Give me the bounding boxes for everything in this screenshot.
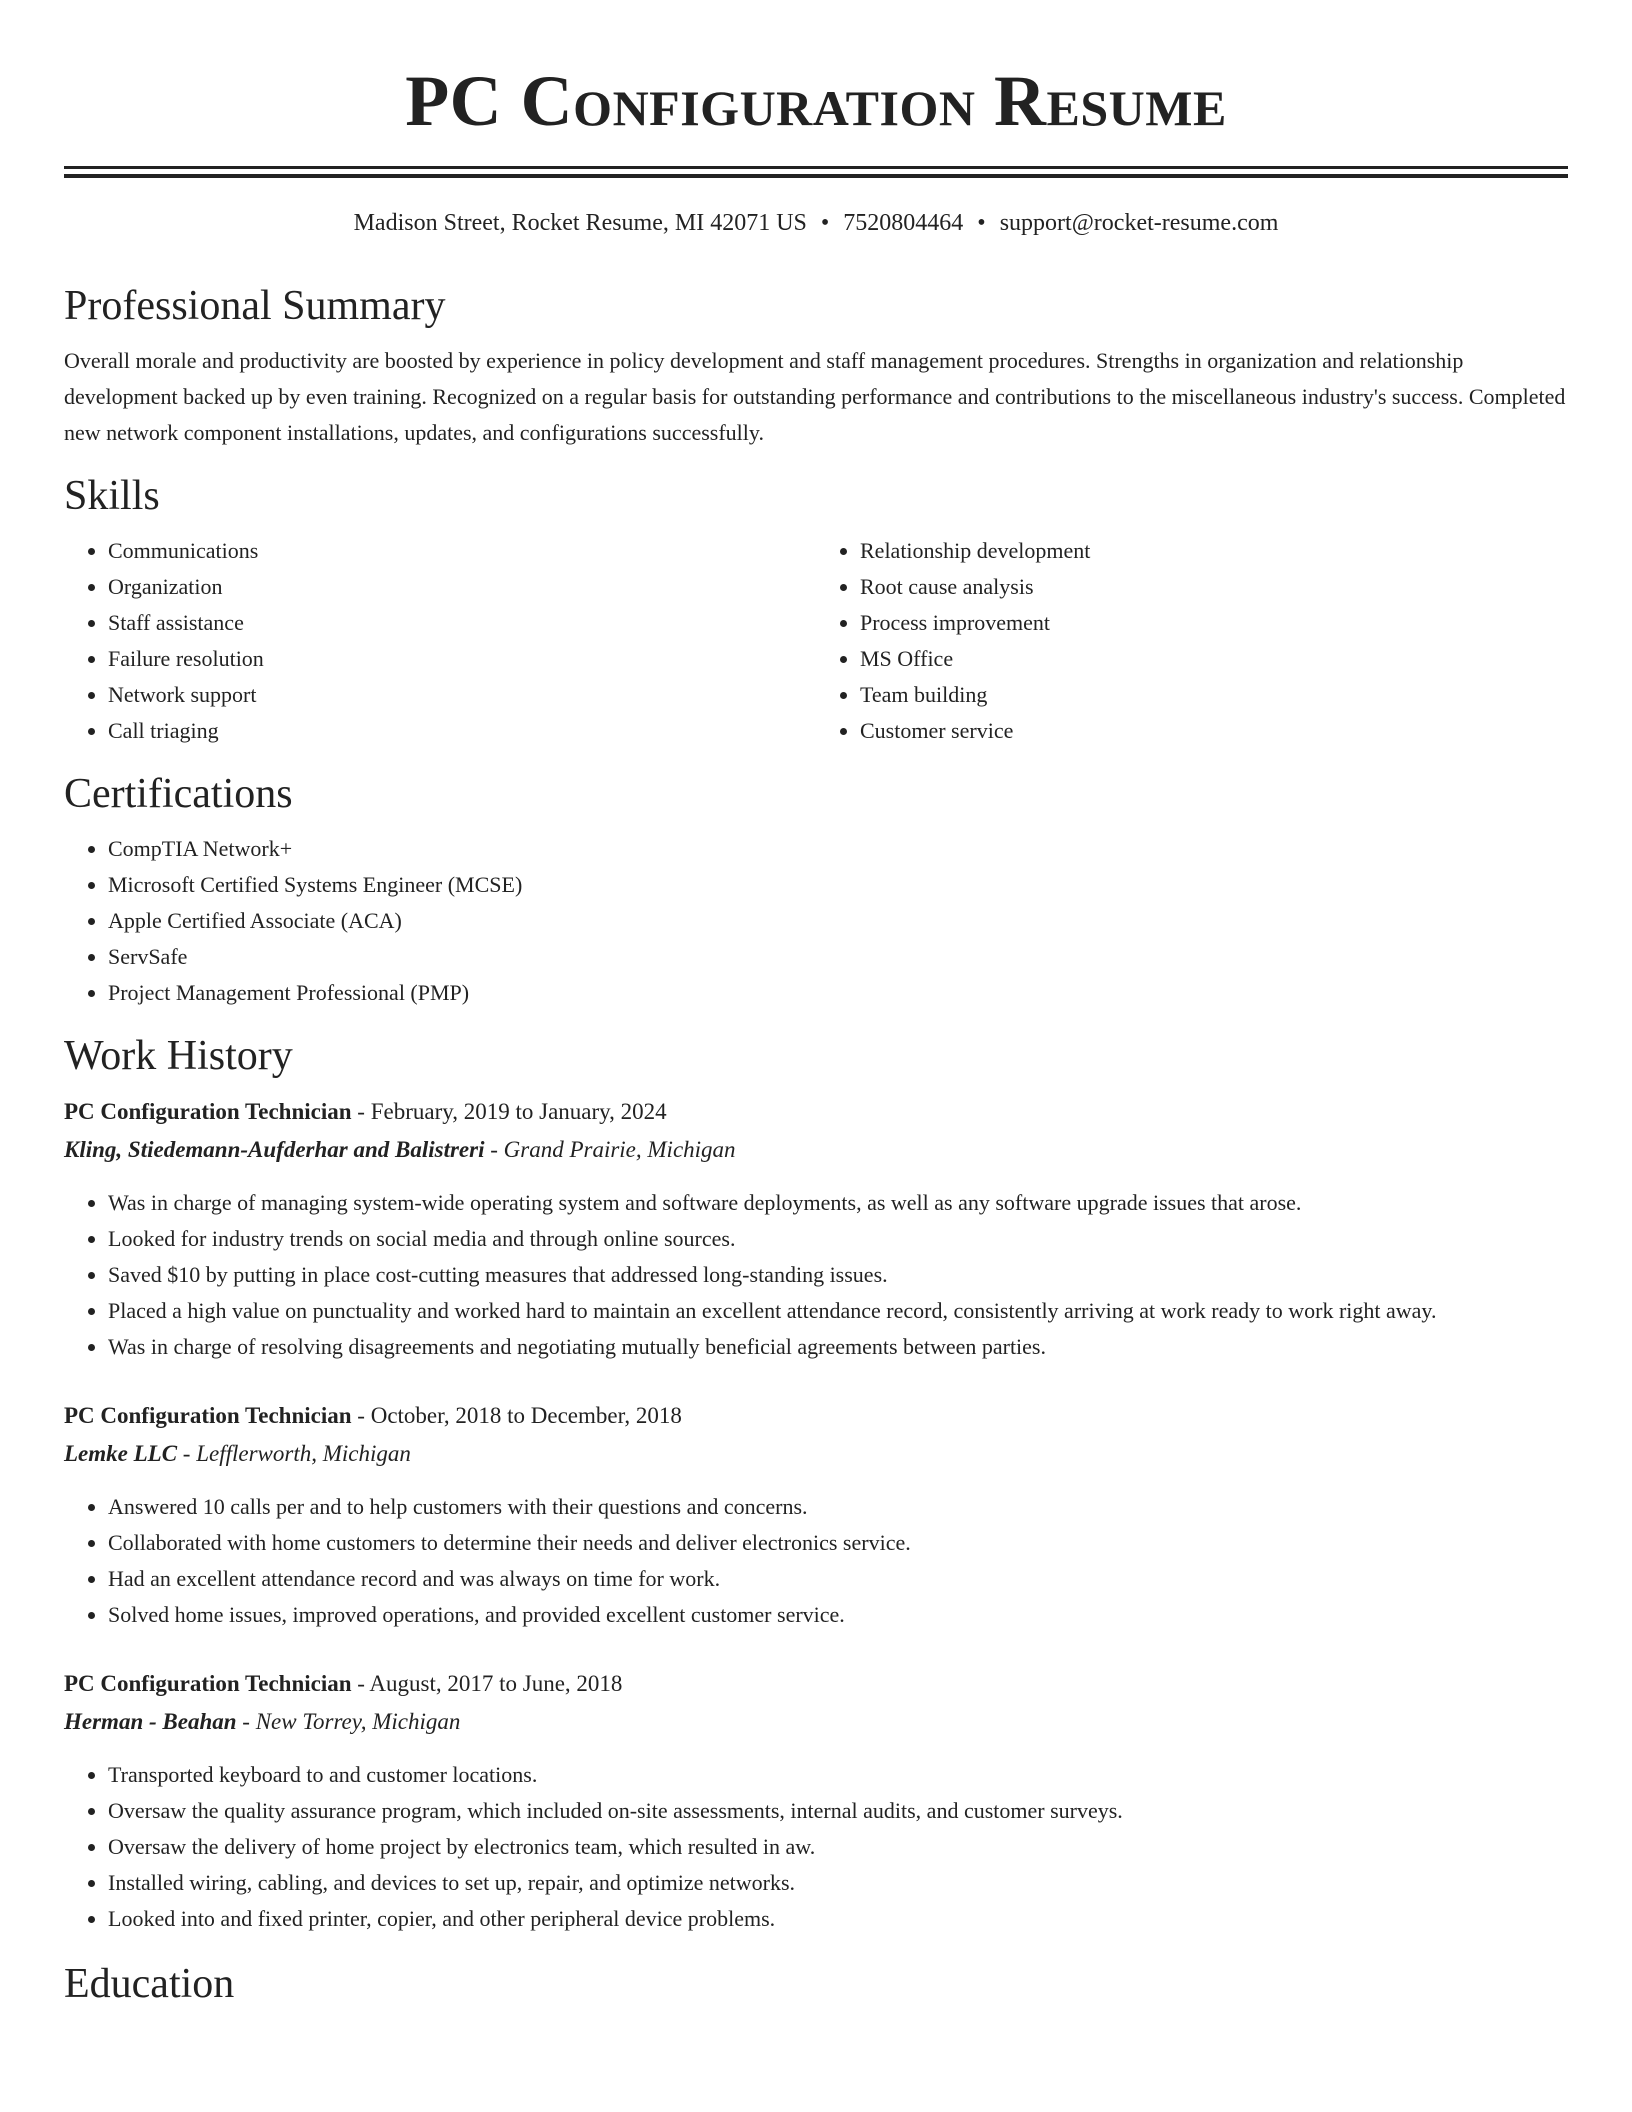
job-bullets — [64, 1185, 1568, 1365]
job-dates: - February, 2019 to January, 2024 — [351, 1099, 667, 1124]
skill-item: • Customer service — [860, 713, 1568, 749]
job-entry — [64, 1665, 1568, 1937]
job-company: Kling, Stiedemann-Aufderhar and Balistreri — [64, 1137, 485, 1162]
job-title-line — [64, 1665, 1568, 1703]
skill-item: • Team building — [860, 677, 1568, 713]
contact-separator: • — [820, 210, 830, 236]
job-bullet: • Saved $10 by putting in place cost-cutting measures that addressed long-standing issues. — [108, 1257, 1568, 1293]
skill-item: • Staff assistance — [108, 605, 816, 641]
job-bullet: • Looked for industry trends on social media and through online sources. — [108, 1221, 1568, 1257]
job-dates: - August, 2017 to June, 2018 — [351, 1671, 623, 1696]
job-role: PC Configuration Technician — [64, 1099, 352, 1124]
job-company-line — [64, 1703, 1568, 1741]
job-title-line — [64, 1093, 1568, 1131]
job-title-line — [64, 1397, 1568, 1435]
skill-item: • Failure resolution — [108, 641, 816, 677]
job-bullet: • Collaborated with home customers to determine their needs and deliver electronics service. — [108, 1525, 1568, 1561]
job-bullet: • Was in charge of resolving disagreements and negotiating mutually beneficial agreements between parties. — [108, 1329, 1568, 1365]
summary-text: Overall morale and productivity are boosted by experience in policy development and staff management procedures. Strengths in organization and relationship development backed up by even training. Recognized on a regular basis for outstanding performance and contributions to the miscellaneous industry's success. Completed new network component installations, updates, and configurations successfully. — [64, 348, 1566, 445]
title-divider-top — [64, 166, 1568, 169]
job-company-line — [64, 1435, 1568, 1473]
job-bullets — [64, 1757, 1568, 1937]
job-location: - Lefflerworth, Michigan — [177, 1441, 411, 1466]
skill-item: • Call triaging — [108, 713, 816, 749]
certification-item: • Microsoft Certified Systems Engineer (MCSE) — [108, 867, 1568, 903]
summary-heading: Professional Summary — [64, 283, 446, 329]
job-bullet: • Installed wiring, cabling, and devices to set up, repair, and optimize networks. — [108, 1865, 1568, 1901]
skills-column-left — [64, 533, 816, 749]
job-bullet: • Looked into and fixed printer, copier, and other peripheral device problems. — [108, 1901, 1568, 1937]
job-bullet: • Transported keyboard to and customer locations. — [108, 1757, 1568, 1793]
contact-email: support@rocket-resume.com — [999, 210, 1279, 236]
job-bullet: • Answered 10 calls per and to help customers with their questions and concerns. — [108, 1489, 1568, 1525]
skills-column-right — [816, 533, 1568, 749]
job-bullet: • Oversaw the quality assurance program, which included on-site assessments, internal audits, and customer surveys. — [108, 1793, 1568, 1829]
job-bullets — [64, 1489, 1568, 1633]
certification-item: • Project Management Professional (PMP) — [108, 975, 1568, 1011]
skill-item: • MS Office — [860, 641, 1568, 677]
contact-address: Madison Street, Rocket Resume, MI 42071 US — [353, 210, 807, 236]
certifications-heading: Certifications — [64, 771, 293, 817]
certification-item: • ServSafe — [108, 939, 1568, 975]
skills-list — [64, 533, 1568, 749]
job-bullet: • Placed a high value on punctuality and worked hard to maintain an excellent attendance record, consistently arriving at work ready to work right away. — [108, 1293, 1568, 1329]
work-history-heading: Work History — [64, 1033, 293, 1079]
job-entry — [64, 1397, 1568, 1633]
skill-item: • Communications — [108, 533, 816, 569]
certifications-list — [64, 831, 1568, 1011]
job-role: PC Configuration Technician — [64, 1671, 352, 1696]
job-company-line — [64, 1131, 1568, 1169]
title-divider-bottom — [64, 174, 1568, 178]
job-bullet: • Solved home issues, improved operations, and provided excellent customer service. — [108, 1597, 1568, 1633]
job-role: PC Configuration Technician — [64, 1403, 352, 1428]
skill-item: • Network support — [108, 677, 816, 713]
resume-title: PC Configuration Resume — [405, 61, 1227, 141]
contact-separator: • — [977, 210, 986, 236]
certification-item: • CompTIA Network+ — [108, 831, 1568, 867]
job-dates: - October, 2018 to December, 2018 — [351, 1403, 682, 1428]
job-bullet: • Oversaw the delivery of home project by electronics team, which resulted in aw. — [108, 1829, 1568, 1865]
job-entry — [64, 1093, 1568, 1365]
job-bullet: • Was in charge of managing system-wide operating system and software deployments, as well as any software upgrade issues that arose. — [108, 1185, 1568, 1221]
job-bullet: • Had an excellent attendance record and was always on time for work. — [108, 1561, 1568, 1597]
contact-phone: 7520804464 — [843, 210, 964, 236]
education-heading: Education — [64, 1961, 235, 2007]
skill-item: • Process improvement — [860, 605, 1568, 641]
skill-item: • Organization — [108, 569, 816, 605]
job-location: - New Torrey, Michigan — [236, 1709, 461, 1734]
skill-item: • Root cause analysis — [860, 569, 1568, 605]
skills-heading: Skills — [64, 473, 160, 519]
job-location: - Grand Prairie, Michigan — [484, 1137, 736, 1162]
job-company: Lemke LLC — [64, 1441, 178, 1466]
skill-item: • Relationship development — [860, 533, 1568, 569]
certification-item: • Apple Certified Associate (ACA) — [108, 903, 1568, 939]
contact-line — [64, 208, 1568, 238]
job-company: Herman - Beahan — [64, 1709, 237, 1734]
